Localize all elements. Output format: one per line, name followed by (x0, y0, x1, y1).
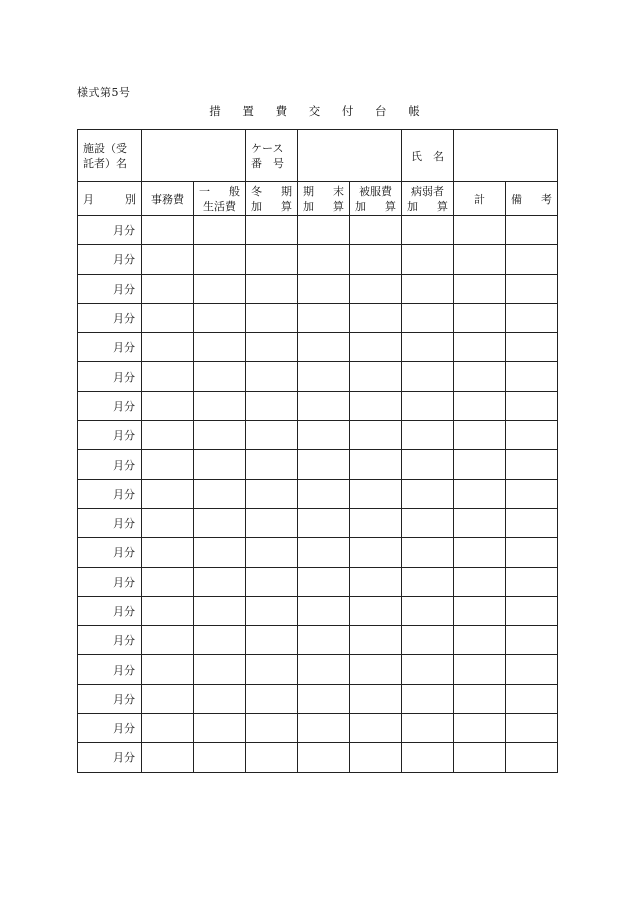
ledger-table (77, 129, 558, 773)
general-living-cell[interactable] (194, 362, 246, 391)
total-cell[interactable] (454, 362, 506, 391)
term-end-cell[interactable] (298, 684, 350, 713)
total-cell[interactable] (454, 714, 506, 743)
remarks-cell[interactable] (506, 508, 558, 537)
admin-cell[interactable] (142, 743, 194, 772)
column-clothing-addition: 被服費 加 算 (350, 182, 402, 216)
facility-name-field[interactable] (142, 130, 246, 182)
winter-cell[interactable] (246, 421, 298, 450)
term-end-cell[interactable] (298, 479, 350, 508)
remarks-cell[interactable] (506, 450, 558, 479)
sick-cell[interactable] (402, 655, 454, 684)
clothing-cell[interactable] (350, 333, 402, 362)
sick-cell[interactable] (402, 508, 454, 537)
table-row (78, 216, 558, 245)
general-living-cell[interactable] (194, 567, 246, 596)
admin-cell[interactable] (142, 245, 194, 274)
remarks-cell[interactable] (506, 245, 558, 274)
clothing-cell[interactable] (350, 508, 402, 537)
term-end-cell[interactable] (298, 743, 350, 772)
general-living-cell[interactable] (194, 714, 246, 743)
month-cell: 月分 (78, 655, 142, 684)
total-cell[interactable] (454, 333, 506, 362)
sick-cell[interactable] (402, 714, 454, 743)
sick-cell[interactable] (402, 362, 454, 391)
total-cell[interactable] (454, 216, 506, 245)
case-number-label: ケース 番 号 (246, 130, 298, 182)
term-end-cell[interactable] (298, 714, 350, 743)
total-cell[interactable] (454, 626, 506, 655)
term-end-cell[interactable] (298, 245, 350, 274)
admin-cell[interactable] (142, 303, 194, 332)
winter-cell[interactable] (246, 216, 298, 245)
winter-cell[interactable] (246, 626, 298, 655)
total-cell[interactable] (454, 684, 506, 713)
term-end-cell[interactable] (298, 538, 350, 567)
table-row (78, 684, 558, 713)
winter-cell[interactable] (246, 596, 298, 625)
total-cell[interactable] (454, 538, 506, 567)
column-term-end-addition: 期 末 加 算 (298, 182, 350, 216)
clothing-cell[interactable] (350, 684, 402, 713)
table-row (78, 714, 558, 743)
remarks-cell[interactable] (506, 216, 558, 245)
clothing-cell[interactable] (350, 274, 402, 303)
clothing-cell[interactable] (350, 479, 402, 508)
month-cell: 月分 (78, 391, 142, 420)
clothing-cell[interactable] (350, 362, 402, 391)
month-cell: 月分 (78, 714, 142, 743)
month-cell: 月分 (78, 626, 142, 655)
month-cell: 月分 (78, 684, 142, 713)
winter-cell[interactable] (246, 303, 298, 332)
winter-cell[interactable] (246, 274, 298, 303)
month-cell: 月分 (78, 450, 142, 479)
admin-cell[interactable] (142, 391, 194, 420)
month-cell: 月分 (78, 743, 142, 772)
winter-cell[interactable] (246, 538, 298, 567)
admin-cell[interactable] (142, 596, 194, 625)
sick-cell[interactable] (402, 333, 454, 362)
table-row (78, 303, 558, 332)
sick-cell[interactable] (402, 303, 454, 332)
winter-cell[interactable] (246, 391, 298, 420)
admin-cell[interactable] (142, 655, 194, 684)
table-row (78, 333, 558, 362)
clothing-cell[interactable] (350, 538, 402, 567)
admin-cell[interactable] (142, 684, 194, 713)
name-label: 氏 名 (402, 130, 454, 182)
term-end-cell[interactable] (298, 655, 350, 684)
sick-cell[interactable] (402, 450, 454, 479)
month-cell: 月分 (78, 508, 142, 537)
clothing-cell[interactable] (350, 714, 402, 743)
remarks-cell[interactable] (506, 567, 558, 596)
sick-cell[interactable] (402, 421, 454, 450)
general-living-cell[interactable] (194, 391, 246, 420)
winter-cell[interactable] (246, 567, 298, 596)
general-living-cell[interactable] (194, 538, 246, 567)
month-cell: 月分 (78, 274, 142, 303)
column-month: 月 別 (78, 182, 142, 216)
term-end-cell[interactable] (298, 508, 350, 537)
admin-cell[interactable] (142, 508, 194, 537)
term-end-cell[interactable] (298, 450, 350, 479)
term-end-cell[interactable] (298, 333, 350, 362)
sick-cell[interactable] (402, 391, 454, 420)
term-end-cell[interactable] (298, 421, 350, 450)
month-cell: 月分 (78, 567, 142, 596)
table-row (78, 479, 558, 508)
remarks-cell[interactable] (506, 391, 558, 420)
remarks-cell[interactable] (506, 274, 558, 303)
total-cell[interactable] (454, 567, 506, 596)
sick-cell[interactable] (402, 274, 454, 303)
table-row (78, 362, 558, 391)
month-cell: 月分 (78, 479, 142, 508)
general-living-cell[interactable] (194, 303, 246, 332)
general-living-cell[interactable] (194, 743, 246, 772)
admin-cell[interactable] (142, 450, 194, 479)
total-cell[interactable] (454, 274, 506, 303)
table-row (78, 245, 558, 274)
general-living-cell[interactable] (194, 245, 246, 274)
remarks-cell[interactable] (506, 303, 558, 332)
table-row (78, 391, 558, 420)
general-living-cell[interactable] (194, 216, 246, 245)
sick-cell[interactable] (402, 567, 454, 596)
term-end-cell[interactable] (298, 596, 350, 625)
total-cell[interactable] (454, 450, 506, 479)
column-sick-addition: 病弱者 加 算 (402, 182, 454, 216)
admin-cell[interactable] (142, 714, 194, 743)
admin-cell[interactable] (142, 274, 194, 303)
winter-cell[interactable] (246, 479, 298, 508)
clothing-cell[interactable] (350, 421, 402, 450)
remarks-cell[interactable] (506, 655, 558, 684)
total-cell[interactable] (454, 391, 506, 420)
admin-cell[interactable] (142, 362, 194, 391)
remarks-cell[interactable] (506, 479, 558, 508)
sick-cell[interactable] (402, 684, 454, 713)
table-row (78, 508, 558, 537)
facility-label: 施設（受 託者）名 (78, 130, 142, 182)
total-cell[interactable] (454, 421, 506, 450)
sick-cell[interactable] (402, 743, 454, 772)
general-living-cell[interactable] (194, 479, 246, 508)
column-winter-addition: 冬 期 加 算 (246, 182, 298, 216)
winter-cell[interactable] (246, 450, 298, 479)
total-cell[interactable] (454, 303, 506, 332)
admin-cell[interactable] (142, 333, 194, 362)
case-number-field[interactable] (298, 130, 402, 182)
table-row (78, 450, 558, 479)
winter-cell[interactable] (246, 743, 298, 772)
table-row (78, 538, 558, 567)
general-living-cell[interactable] (194, 450, 246, 479)
sick-cell[interactable] (402, 479, 454, 508)
month-cell: 月分 (78, 333, 142, 362)
clothing-cell[interactable] (350, 216, 402, 245)
winter-cell[interactable] (246, 684, 298, 713)
month-cell: 月分 (78, 303, 142, 332)
sick-cell[interactable] (402, 626, 454, 655)
remarks-cell[interactable] (506, 684, 558, 713)
table-row (78, 743, 558, 772)
winter-cell[interactable] (246, 655, 298, 684)
clothing-cell[interactable] (350, 626, 402, 655)
header-row-columns (78, 182, 558, 216)
winter-cell[interactable] (246, 362, 298, 391)
remarks-cell[interactable] (506, 626, 558, 655)
term-end-cell[interactable] (298, 216, 350, 245)
clothing-cell[interactable] (350, 567, 402, 596)
total-cell[interactable] (454, 655, 506, 684)
winter-cell[interactable] (246, 333, 298, 362)
admin-cell[interactable] (142, 538, 194, 567)
term-end-cell[interactable] (298, 362, 350, 391)
admin-cell[interactable] (142, 479, 194, 508)
month-cell: 月分 (78, 216, 142, 245)
term-end-cell[interactable] (298, 391, 350, 420)
clothing-cell[interactable] (350, 655, 402, 684)
winter-cell[interactable] (246, 245, 298, 274)
general-living-cell[interactable] (194, 421, 246, 450)
total-cell[interactable] (454, 743, 506, 772)
month-cell: 月分 (78, 245, 142, 274)
column-admin: 事務費 (142, 182, 194, 216)
term-end-cell[interactable] (298, 626, 350, 655)
remarks-cell[interactable] (506, 362, 558, 391)
month-cell: 月分 (78, 362, 142, 391)
table-row (78, 274, 558, 303)
total-cell[interactable] (454, 479, 506, 508)
admin-cell[interactable] (142, 421, 194, 450)
clothing-cell[interactable] (350, 596, 402, 625)
clothing-cell[interactable] (350, 743, 402, 772)
table-row (78, 655, 558, 684)
form-number: 様式第5号 (77, 86, 131, 99)
sick-cell[interactable] (402, 216, 454, 245)
general-living-cell[interactable] (194, 684, 246, 713)
sick-cell[interactable] (402, 596, 454, 625)
admin-cell[interactable] (142, 216, 194, 245)
winter-cell[interactable] (246, 714, 298, 743)
month-cell: 月分 (78, 538, 142, 567)
winter-cell[interactable] (246, 508, 298, 537)
column-total: 計 (454, 182, 506, 216)
clothing-cell[interactable] (350, 303, 402, 332)
table-row (78, 567, 558, 596)
table-row (78, 421, 558, 450)
admin-cell[interactable] (142, 567, 194, 596)
remarks-cell[interactable] (506, 538, 558, 567)
total-cell[interactable] (454, 596, 506, 625)
clothing-cell[interactable] (350, 391, 402, 420)
clothing-cell[interactable] (350, 245, 402, 274)
general-living-cell[interactable] (194, 508, 246, 537)
sick-cell[interactable] (402, 245, 454, 274)
remarks-cell[interactable] (506, 714, 558, 743)
column-general-living: 一 般 生活費 (194, 182, 246, 216)
sick-cell[interactable] (402, 538, 454, 567)
header-row-info (78, 130, 558, 182)
general-living-cell[interactable] (194, 626, 246, 655)
remarks-cell[interactable] (506, 421, 558, 450)
total-cell[interactable] (454, 508, 506, 537)
month-cell: 月分 (78, 421, 142, 450)
name-field[interactable] (454, 130, 558, 182)
term-end-cell[interactable] (298, 567, 350, 596)
remarks-cell[interactable] (506, 743, 558, 772)
column-remarks: 備 考 (506, 182, 558, 216)
remarks-cell[interactable] (506, 596, 558, 625)
total-cell[interactable] (454, 245, 506, 274)
admin-cell[interactable] (142, 626, 194, 655)
general-living-cell[interactable] (194, 274, 246, 303)
clothing-cell[interactable] (350, 450, 402, 479)
term-end-cell[interactable] (298, 303, 350, 332)
general-living-cell[interactable] (194, 655, 246, 684)
table-row (78, 626, 558, 655)
general-living-cell[interactable] (194, 333, 246, 362)
general-living-cell[interactable] (194, 596, 246, 625)
document-title: 措 置 費 交 付 台 帳 (209, 104, 429, 118)
term-end-cell[interactable] (298, 274, 350, 303)
remarks-cell[interactable] (506, 333, 558, 362)
month-cell: 月分 (78, 596, 142, 625)
table-row (78, 596, 558, 625)
